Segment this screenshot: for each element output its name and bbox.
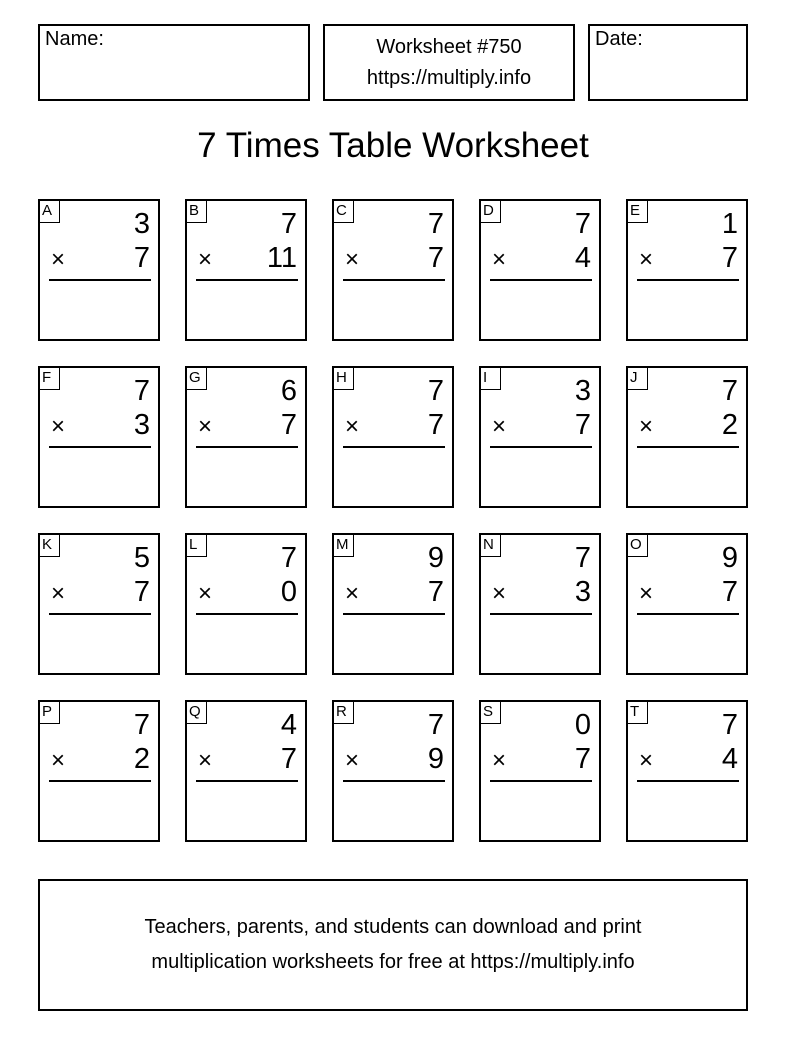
problem-letter: F: [40, 368, 60, 390]
multiplier: 2: [133, 743, 150, 775]
problem-card: [626, 199, 748, 341]
multiplier: 7: [721, 576, 738, 608]
problem-card: [332, 366, 454, 508]
times-sign: ×: [492, 413, 507, 440]
problem-letter: L: [187, 535, 207, 557]
problem-letter: Q: [187, 702, 207, 724]
problem-letter: D: [481, 201, 501, 223]
times-sign: ×: [639, 413, 654, 440]
problem-card: [626, 533, 748, 675]
times-sign: ×: [492, 246, 507, 273]
problem-card: [479, 533, 601, 675]
answer-line: [49, 613, 151, 615]
problem-letter: S: [481, 702, 501, 724]
answer-line: [637, 279, 739, 281]
problem-letter: I: [481, 368, 501, 390]
problem-letter: K: [40, 535, 60, 557]
answer-line: [196, 279, 298, 281]
multiplier: 7: [427, 576, 444, 608]
times-sign: ×: [492, 747, 507, 774]
problem-card: [38, 700, 160, 842]
problem-card: [185, 533, 307, 675]
multiplicand: 7: [133, 375, 150, 407]
problem-card: [626, 366, 748, 508]
multiplier: 7: [280, 409, 297, 441]
multiplier: 7: [133, 242, 150, 274]
problem-card: [332, 199, 454, 341]
problem-card: [38, 533, 160, 675]
multiplicand: 7: [574, 208, 591, 240]
problem-letter: H: [334, 368, 354, 390]
multiplier: 3: [133, 409, 150, 441]
multiplicand: 9: [721, 542, 738, 574]
problem-letter: B: [187, 201, 207, 223]
multiplier: 0: [280, 576, 297, 608]
date-label: Date:: [595, 28, 643, 50]
times-sign: ×: [51, 246, 66, 273]
footer-line-2: multiplication worksheets for free at https://multiply.info: [151, 951, 635, 973]
multiplier: 11: [266, 242, 297, 274]
multiplier: 2: [721, 409, 738, 441]
multiplier: 4: [721, 743, 738, 775]
problem-letter: R: [334, 702, 354, 724]
multiplicand: 7: [721, 375, 738, 407]
multiplier: 7: [574, 409, 591, 441]
multiplicand: 7: [280, 208, 297, 240]
answer-line: [343, 780, 445, 782]
multiplicand: 3: [574, 375, 591, 407]
multiplicand: 7: [280, 542, 297, 574]
multiplicand: 9: [427, 542, 444, 574]
times-sign: ×: [51, 413, 66, 440]
multiplicand: 0: [574, 709, 591, 741]
times-sign: ×: [345, 413, 360, 440]
problem-card: [185, 700, 307, 842]
problem-letter: E: [628, 201, 648, 223]
multiplicand: 3: [133, 208, 150, 240]
problem-card: [38, 366, 160, 508]
times-sign: ×: [198, 413, 213, 440]
multiplicand: 7: [133, 709, 150, 741]
multiplicand: 7: [427, 375, 444, 407]
worksheet-number: Worksheet #750: [376, 36, 522, 58]
name-field[interactable]: [38, 24, 310, 101]
multiplier: 7: [574, 743, 591, 775]
answer-line: [196, 613, 298, 615]
name-label: Name:: [45, 28, 104, 50]
problem-letter: G: [187, 368, 207, 390]
problem-card: [626, 700, 748, 842]
multiplier: 3: [574, 576, 591, 608]
times-sign: ×: [639, 246, 654, 273]
multiplicand: 4: [280, 709, 297, 741]
multiplicand: 5: [133, 542, 150, 574]
multiplier: 7: [133, 576, 150, 608]
times-sign: ×: [51, 747, 66, 774]
multiplicand: 6: [280, 375, 297, 407]
problem-letter: A: [40, 201, 60, 223]
times-sign: ×: [198, 246, 213, 273]
multiplier: 7: [721, 242, 738, 274]
answer-line: [196, 780, 298, 782]
problem-card: [479, 199, 601, 341]
answer-line: [343, 446, 445, 448]
problem-letter: M: [334, 535, 354, 557]
times-sign: ×: [51, 580, 66, 607]
answer-line: [490, 279, 592, 281]
date-field[interactable]: [588, 24, 748, 101]
times-sign: ×: [492, 580, 507, 607]
problem-letter: N: [481, 535, 501, 557]
problem-letter: P: [40, 702, 60, 724]
multiplicand: 7: [427, 208, 444, 240]
times-sign: ×: [198, 580, 213, 607]
multiplicand: 7: [721, 709, 738, 741]
problem-card: [185, 199, 307, 341]
multiplier: 7: [427, 242, 444, 274]
footer-box: [38, 879, 748, 1011]
answer-line: [49, 446, 151, 448]
answer-line: [490, 613, 592, 615]
problem-letter: C: [334, 201, 354, 223]
footer-line-1: Teachers, parents, and students can download and print: [144, 916, 642, 938]
answer-line: [637, 780, 739, 782]
multiplier: 7: [280, 743, 297, 775]
answer-line: [196, 446, 298, 448]
problem-card: [38, 199, 160, 341]
answer-line: [490, 780, 592, 782]
times-sign: ×: [345, 747, 360, 774]
problem-card: [479, 366, 601, 508]
answer-line: [637, 613, 739, 615]
times-sign: ×: [345, 580, 360, 607]
problem-letter: J: [628, 368, 648, 390]
answer-line: [490, 446, 592, 448]
answer-line: [49, 279, 151, 281]
times-sign: ×: [345, 246, 360, 273]
multiplicand: 7: [574, 542, 591, 574]
answer-line: [343, 613, 445, 615]
times-sign: ×: [639, 747, 654, 774]
problem-card: [479, 700, 601, 842]
times-sign: ×: [639, 580, 654, 607]
multiplier: 9: [427, 743, 444, 775]
multiplier: 7: [427, 409, 444, 441]
times-sign: ×: [198, 747, 213, 774]
multiplicand: 1: [721, 208, 738, 240]
worksheet-url: https://multiply.info: [366, 67, 532, 89]
problem-card: [332, 533, 454, 675]
answer-line: [49, 780, 151, 782]
problem-letter: T: [628, 702, 648, 724]
problem-card: [332, 700, 454, 842]
answer-line: [343, 279, 445, 281]
multiplier: 4: [574, 242, 591, 274]
multiplicand: 7: [427, 709, 444, 741]
page-title: 7 Times Table Worksheet: [197, 126, 589, 165]
answer-line: [637, 446, 739, 448]
problem-letter: O: [628, 535, 648, 557]
problem-card: [185, 366, 307, 508]
worksheet-info-box: [323, 24, 575, 101]
